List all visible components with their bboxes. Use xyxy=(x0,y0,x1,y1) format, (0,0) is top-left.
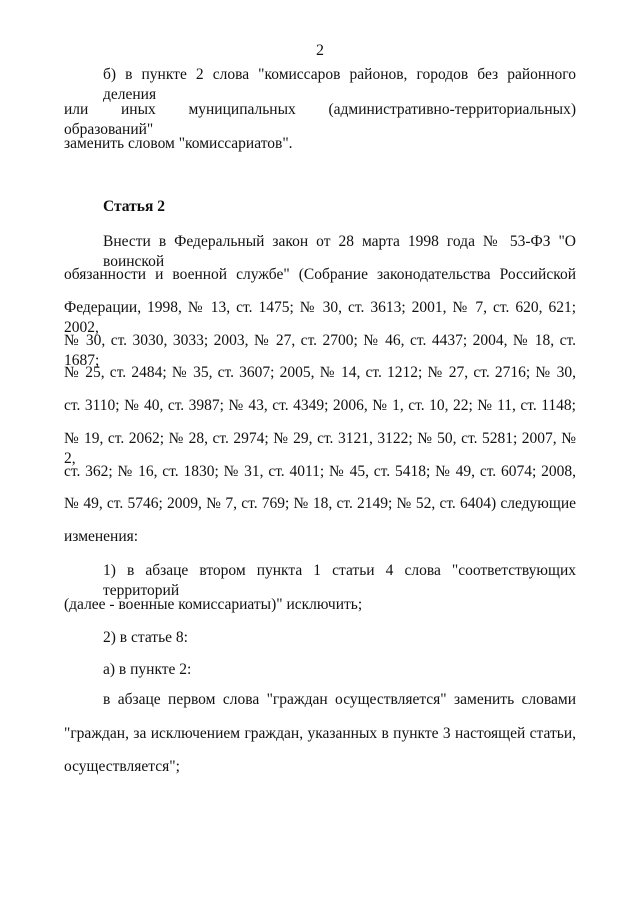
item-1-line-1: 1) в абзаце втором пункта 1 статьи 4 слова "соответствующих территорий xyxy=(103,562,576,599)
article-body-line-8: ст. 362; № 16, ст. 1830; № 31, ст. 4011; № 45, ст. 5418; № 49, ст. 6074; 2008, xyxy=(64,463,576,480)
article-body-line-4: № 30, ст. 3030, 3033; 2003, № 27, ст. 2700; № 46, ст. 4437; 2004, № 18, ст. 1687; xyxy=(64,332,576,369)
item-2a-text-line-2: "граждан, за исключением граждан, указанных в пункте 3 настоящей статьи, xyxy=(64,725,576,742)
article-body-line-2: обязанности и военной службе" (Собрание законодательства Российской xyxy=(64,266,576,283)
paragraph-b-line-2: или иных муниципальных (административно-территориальных) образований" xyxy=(64,101,576,138)
item-2a-text-line-1: в абзаце первом слова "граждан осуществляется" заменить словами xyxy=(103,691,576,708)
paragraph-b-line-3: заменить словом "комиссариатов". xyxy=(64,135,293,152)
article-body-line-3: Федерации, 1998, № 13, ст. 1475; № 30, ст. 3613; 2001, № 7, ст. 620, 621; 2002, xyxy=(64,299,576,336)
item-2: 2) в статье 8: xyxy=(103,629,188,646)
item-1-line-2: (далее - военные комиссариаты)" исключить; xyxy=(64,596,363,613)
article-body-line-1: Внести в Федеральный закон от 28 марта 1998 года № 53-ФЗ "О воинской xyxy=(103,233,576,270)
article-body-line-9: № 49, ст. 5746; 2009, № 7, ст. 769; № 18, ст. 2149; № 52, ст. 6404) следующие xyxy=(64,495,576,512)
item-2a: а) в пункте 2: xyxy=(103,661,192,678)
article-body-line-6: ст. 3110; № 40, ст. 3987; № 43, ст. 4349; 2006, № 1, ст. 10, 22; № 11, ст. 1148; xyxy=(64,397,576,414)
article-body-line-7: № 19, ст. 2062; № 28, ст. 2974; № 29, ст. 3121, 3122; № 50, ст. 5281; 2007, № 2, xyxy=(64,430,576,467)
paragraph-b-line-1: б) в пункте 2 слова "комиссаров районов, городов без районного деления xyxy=(103,66,576,103)
page-number: 2 xyxy=(316,42,324,59)
item-2a-text-line-3: осуществляется"; xyxy=(64,758,180,775)
article-title: Статья 2 xyxy=(103,198,165,215)
article-body-line-5: № 25, ст. 2484; № 35, ст. 3607; 2005, № 14, ст. 1212; № 27, ст. 2716; № 30, xyxy=(64,364,576,381)
article-body-line-10: изменения: xyxy=(64,528,139,545)
